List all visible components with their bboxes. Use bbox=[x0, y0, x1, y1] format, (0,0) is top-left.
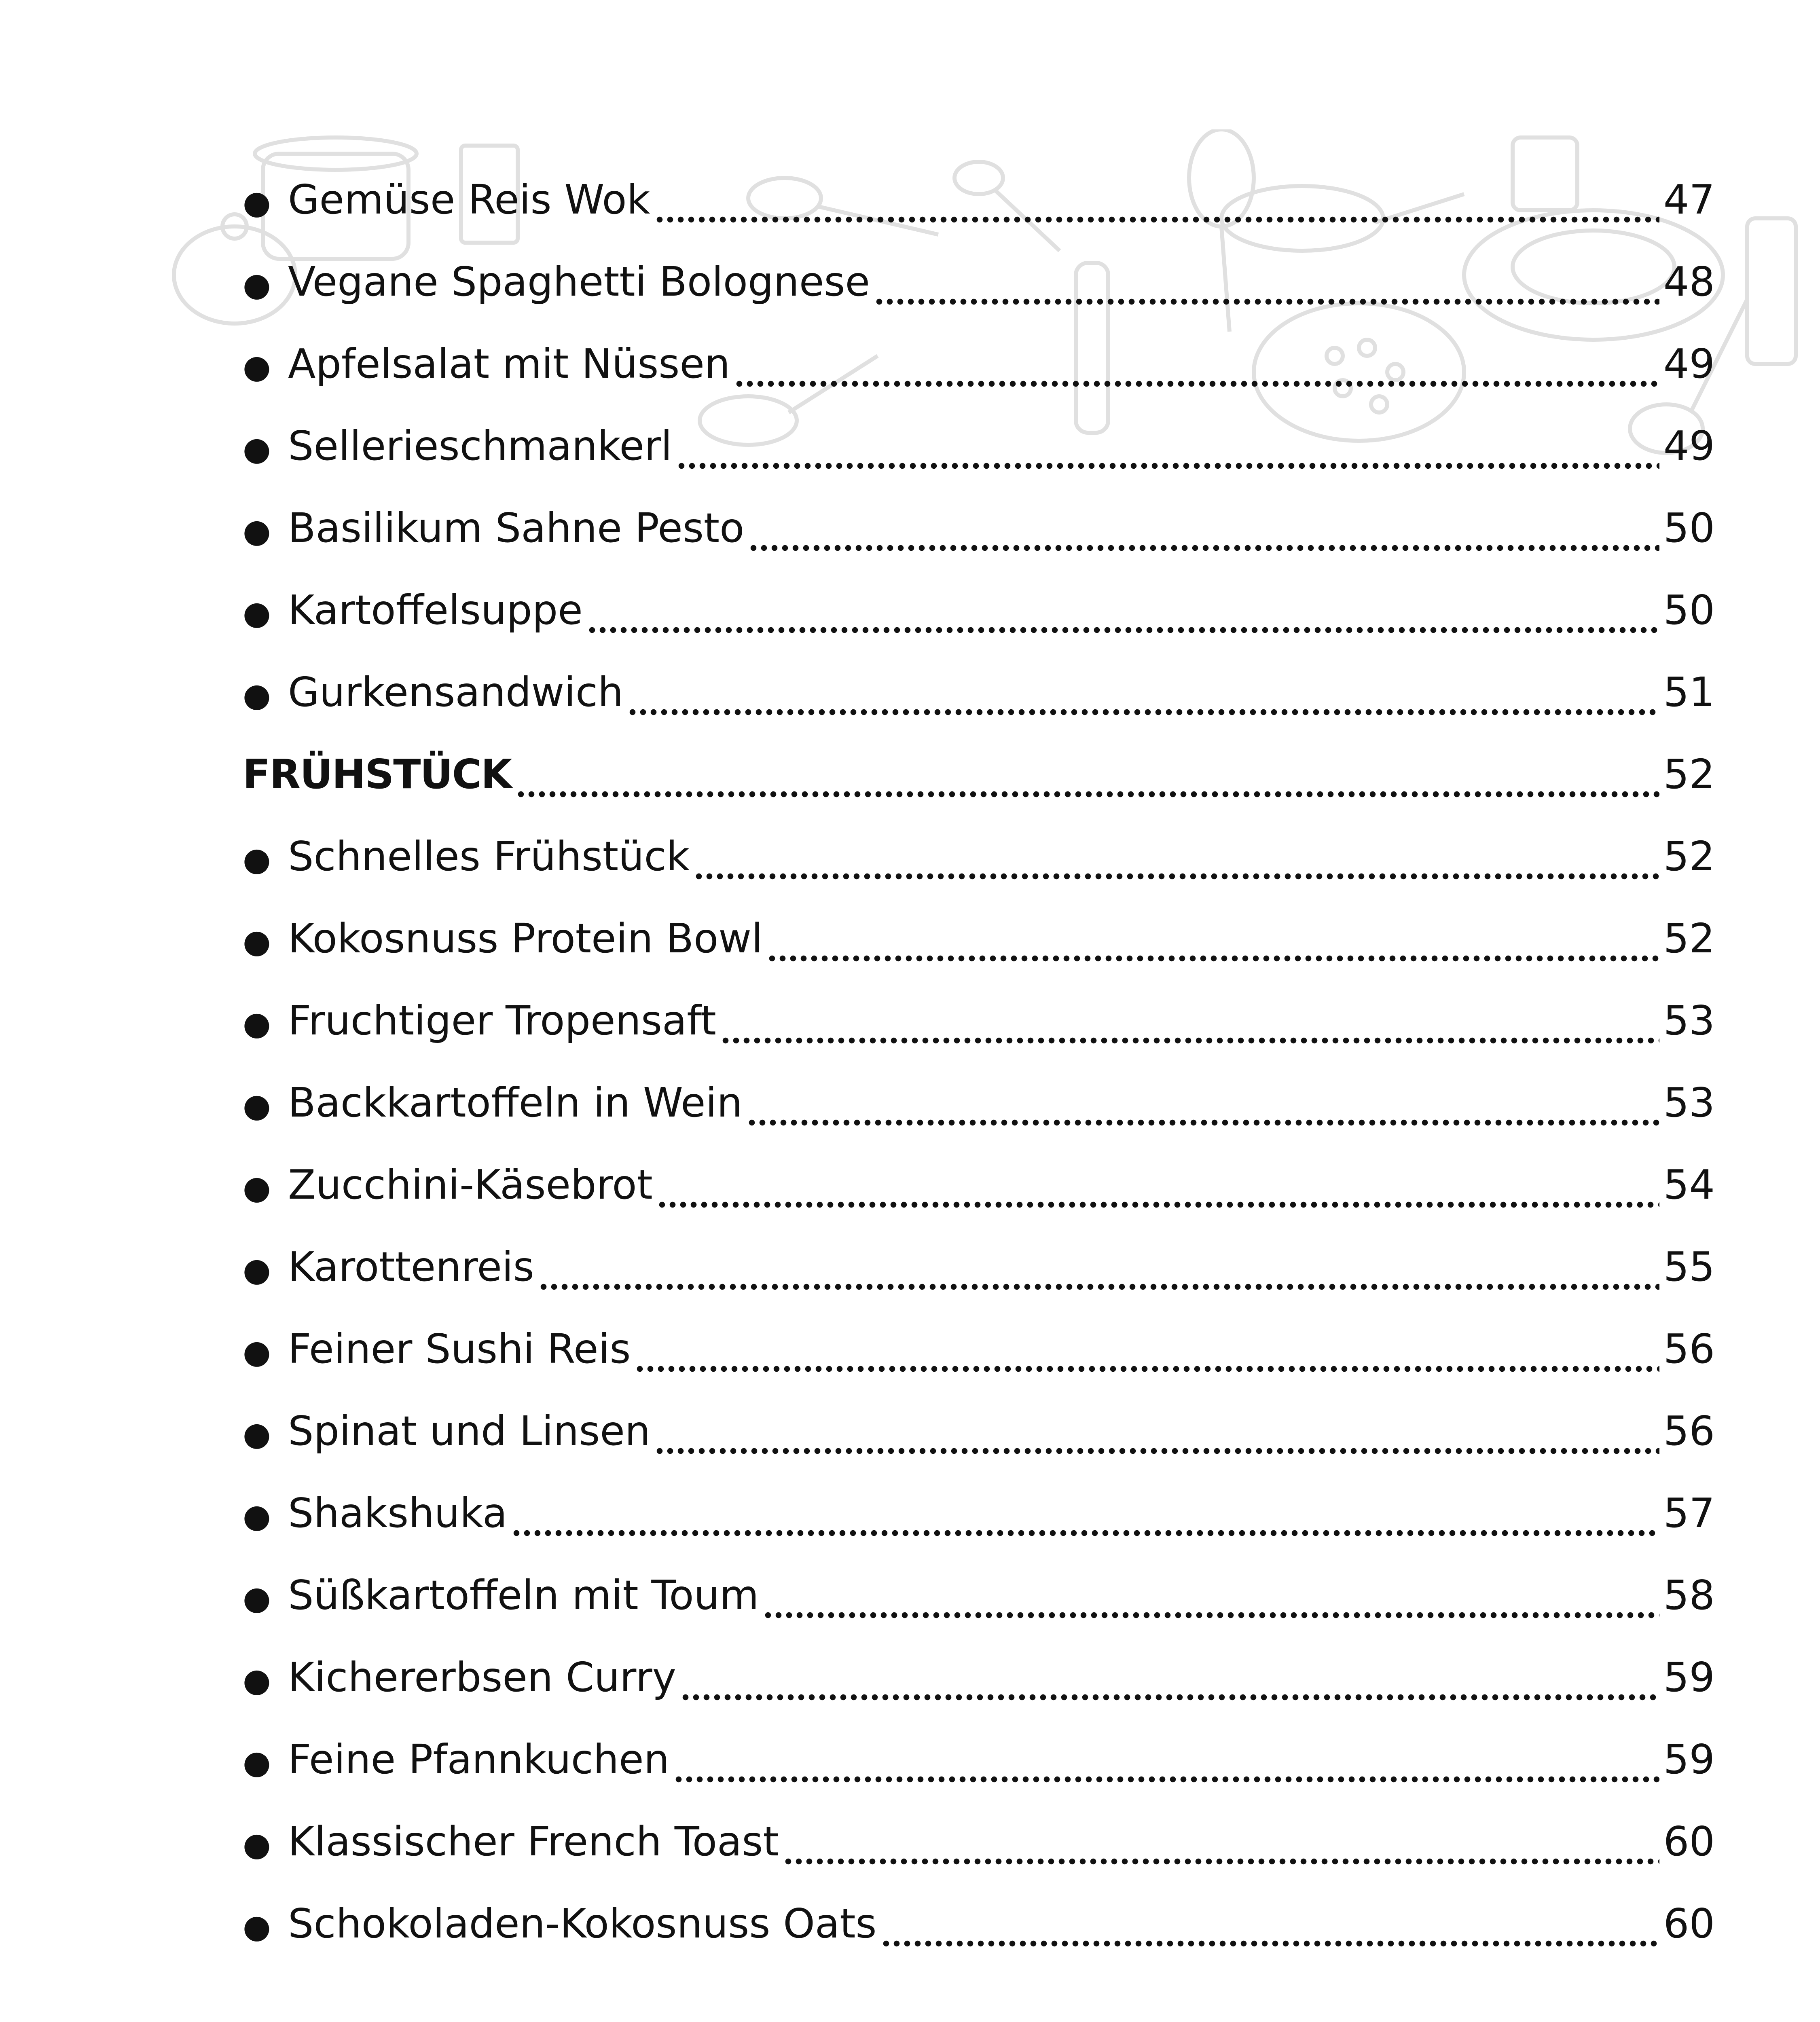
dot-leader bbox=[767, 923, 1659, 964]
dot-leader bbox=[511, 1498, 1659, 1538]
toc-entry-page-number: 53 bbox=[1663, 997, 1715, 1044]
toc-entry-title: Sellerieschmankerl bbox=[288, 422, 672, 470]
toc-entry-page-number: 50 bbox=[1663, 586, 1715, 634]
toc-entry-page-number: 49 bbox=[1663, 340, 1715, 387]
toc-entry-page-number: 52 bbox=[1663, 751, 1715, 798]
toc-entry-title: Spinat und Linsen bbox=[288, 1407, 651, 1455]
toc-entry-page-number: 52 bbox=[1663, 833, 1715, 880]
toc-entry[interactable] bbox=[243, 1800, 1715, 1882]
dot-leader bbox=[763, 1580, 1659, 1620]
toc-entry[interactable] bbox=[243, 1062, 1715, 1144]
toc-entry[interactable] bbox=[243, 1226, 1715, 1308]
toc-entry-page-number: 48 bbox=[1663, 258, 1715, 305]
toc-entry-page-number: 49 bbox=[1663, 422, 1715, 470]
bullet-icon: ● bbox=[243, 1333, 271, 1371]
bullet-icon: ● bbox=[243, 1579, 271, 1617]
toc-entry[interactable] bbox=[243, 1718, 1715, 1800]
bullet-icon: ● bbox=[243, 348, 271, 385]
bullet-icon: ● bbox=[243, 1005, 271, 1042]
bullet-icon: ● bbox=[243, 1415, 271, 1453]
toc-entry-page-number: 56 bbox=[1663, 1407, 1715, 1455]
bullet-icon: ● bbox=[243, 1251, 271, 1288]
toc-entry-title: Shakshuka bbox=[288, 1489, 508, 1537]
dot-leader bbox=[874, 266, 1659, 307]
toc-entry[interactable] bbox=[243, 241, 1715, 323]
bullet-icon: ● bbox=[243, 1087, 271, 1124]
toc-entry-page-number: 52 bbox=[1663, 915, 1715, 962]
toc-entry-page-number: 51 bbox=[1663, 668, 1715, 716]
toc-entry[interactable] bbox=[243, 651, 1715, 733]
toc-entry[interactable] bbox=[243, 1390, 1715, 1472]
dot-leader bbox=[654, 184, 1659, 225]
toc-entry-title: Basilikum Sahne Pesto bbox=[288, 504, 745, 552]
toc-section-heading[interactable] bbox=[243, 733, 1715, 815]
dot-leader bbox=[627, 677, 1659, 717]
dot-leader bbox=[881, 1908, 1659, 1949]
dot-leader bbox=[720, 1005, 1659, 1046]
toc-entry-title: Apfelsalat mit Nüssen bbox=[288, 340, 730, 387]
toc-entry-title: Feine Pfannkuchen bbox=[288, 1736, 670, 1783]
toc-entry-title: Kichererbsen Curry bbox=[288, 1654, 676, 1701]
dot-leader bbox=[747, 1087, 1659, 1128]
toc-entry[interactable] bbox=[243, 979, 1715, 1062]
toc-entry-title: Kartoffelsuppe bbox=[288, 586, 583, 634]
toc-entry-title: Schnelles Frühstück bbox=[288, 833, 690, 880]
dot-leader bbox=[680, 1662, 1659, 1703]
toc-entry-title: Feiner Sushi Reis bbox=[288, 1325, 631, 1373]
dot-leader bbox=[654, 1416, 1659, 1456]
toc-entry[interactable] bbox=[243, 1554, 1715, 1636]
dot-leader bbox=[676, 431, 1659, 471]
toc-entry-page-number: 57 bbox=[1663, 1489, 1715, 1537]
toc-entry-page-number: 56 bbox=[1663, 1325, 1715, 1373]
toc-entry[interactable] bbox=[243, 159, 1715, 241]
toc-entry-page-number: 60 bbox=[1663, 1900, 1715, 1947]
dot-leader bbox=[635, 1334, 1659, 1374]
bullet-icon: ● bbox=[243, 594, 271, 632]
toc-entry[interactable] bbox=[243, 1472, 1715, 1554]
toc-entry[interactable] bbox=[243, 897, 1715, 979]
toc-entry[interactable] bbox=[243, 1144, 1715, 1226]
dot-leader bbox=[694, 841, 1659, 882]
toc-entry[interactable] bbox=[243, 405, 1715, 487]
bullet-icon: ● bbox=[243, 922, 271, 960]
toc-entry-page-number: 50 bbox=[1663, 504, 1715, 552]
toc-entry-title: Klassischer French Toast bbox=[288, 1818, 779, 1865]
toc-entry[interactable] bbox=[243, 815, 1715, 897]
bullet-icon: ● bbox=[243, 1743, 271, 1781]
toc-entry-title: Schokoladen-Kokosnuss Oats bbox=[288, 1900, 877, 1947]
dot-leader bbox=[657, 1170, 1659, 1210]
toc-entry-title: FRÜHSTÜCK bbox=[243, 751, 512, 798]
toc-entry-title: Karottenreis bbox=[288, 1243, 534, 1290]
dot-leader bbox=[748, 513, 1659, 553]
toc-entry-title: Zucchini-Käsebrot bbox=[288, 1161, 653, 1208]
dot-leader bbox=[538, 1252, 1659, 1292]
toc-entry-title: Gurkensandwich bbox=[288, 668, 624, 716]
bullet-icon: ● bbox=[243, 1908, 271, 1945]
bullet-icon: ● bbox=[243, 512, 271, 550]
bullet-icon: ● bbox=[243, 1825, 271, 1863]
toc-entry[interactable] bbox=[243, 323, 1715, 405]
toc-entry[interactable] bbox=[243, 569, 1715, 651]
toc-entry-page-number: 59 bbox=[1663, 1736, 1715, 1783]
bullet-icon: ● bbox=[243, 840, 271, 878]
toc-entry-title: Vegane Spaghetti Bolognese bbox=[288, 258, 870, 305]
bullet-icon: ● bbox=[243, 1169, 271, 1206]
toc-entry-title: Süßkartoffeln mit Toum bbox=[288, 1571, 759, 1619]
toc-entry-page-number: 55 bbox=[1663, 1243, 1715, 1290]
toc-entry[interactable] bbox=[243, 1636, 1715, 1718]
dot-leader bbox=[587, 595, 1659, 635]
dot-leader bbox=[516, 759, 1659, 799]
bullet-icon: ● bbox=[243, 1497, 271, 1535]
toc-entry[interactable] bbox=[243, 1308, 1715, 1390]
dot-leader bbox=[673, 1744, 1659, 1785]
toc-entry-page-number: 60 bbox=[1663, 1818, 1715, 1865]
toc-entry[interactable] bbox=[243, 1882, 1715, 1965]
dot-leader bbox=[783, 1826, 1659, 1867]
bullet-icon: ● bbox=[243, 676, 271, 714]
bullet-icon: ● bbox=[243, 1661, 271, 1699]
toc-entry-page-number: 53 bbox=[1663, 1079, 1715, 1126]
bullet-icon: ● bbox=[243, 184, 271, 221]
toc-entry-page-number: 47 bbox=[1663, 176, 1715, 223]
toc-entry[interactable] bbox=[243, 487, 1715, 569]
bullet-icon: ● bbox=[243, 430, 271, 467]
toc-entry-title: Backkartoffeln in Wein bbox=[288, 1079, 743, 1126]
toc-entry-page-number: 58 bbox=[1663, 1571, 1715, 1619]
toc-entry-title: Kokosnuss Protein Bowl bbox=[288, 915, 763, 962]
toc-entry-page-number: 54 bbox=[1663, 1161, 1715, 1208]
toc-entry-title: Gemüse Reis Wok bbox=[288, 176, 650, 223]
table-of-contents bbox=[243, 159, 1715, 1965]
bullet-icon: ● bbox=[243, 266, 271, 303]
toc-entry-page-number: 59 bbox=[1663, 1654, 1715, 1701]
toc-entry-title: Fruchtiger Tropensaft bbox=[288, 997, 716, 1044]
dot-leader bbox=[734, 349, 1659, 389]
